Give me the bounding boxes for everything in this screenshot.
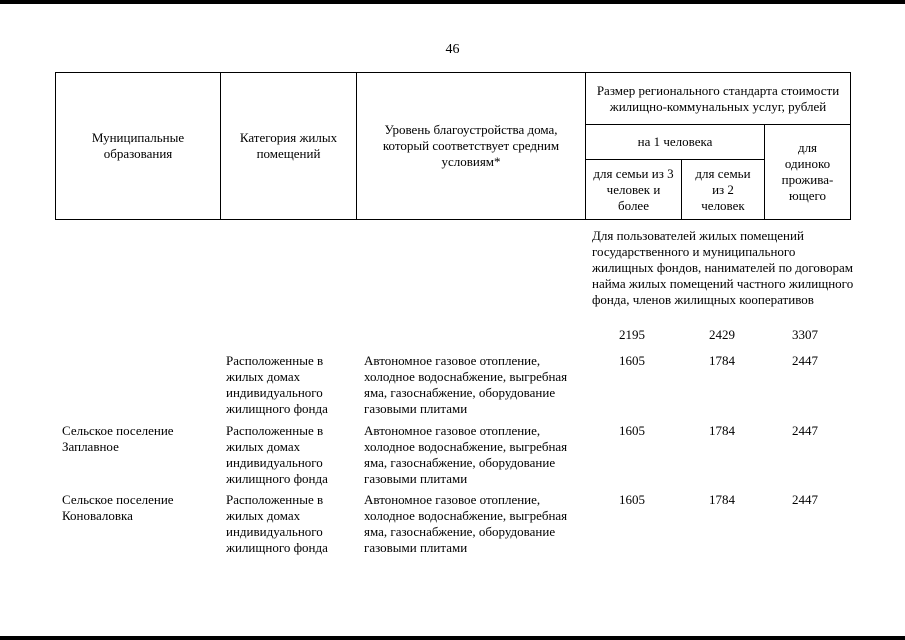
row-1-category: Расположенные в жилых домах индивидуального жилищного фонда	[226, 353, 328, 416]
row-2-municipality: Сельское поселение Заплавное	[62, 423, 174, 454]
row-2-family3: 1605	[619, 423, 645, 438]
row-3-family3: 1605	[619, 492, 645, 507]
header-municipality	[55, 72, 221, 220]
header-family2	[681, 159, 765, 220]
header-family3-label: для семьи из 3 человек и более	[593, 165, 674, 213]
header-standard	[585, 72, 851, 125]
header-category-label: Категория жилых помещений	[239, 130, 338, 161]
header-single	[764, 124, 851, 220]
header-family3	[585, 159, 682, 220]
header-level	[356, 72, 586, 220]
scan-top-border	[0, 0, 905, 4]
header-standard-label: Размер регионального стандарта стоимости жилищно-коммунальных услуг, рублей	[596, 82, 840, 114]
row-3-category: Расположенные в жилых домах индивидуального жилищного фонда	[226, 492, 328, 555]
header-level-label: Уровень благоустройства дома, который соответствует средним условиям*	[382, 122, 560, 169]
header-single-label: для одиноко прожива-ющего	[781, 140, 834, 203]
section-label: Для пользователей жилых помещений государственного и муниципального жилищных фондов, нанимателей по договорам найма жилых помещений частного жилищного фонда, членов жилищных кооперативов	[592, 228, 854, 307]
row-1-family3: 1605	[619, 353, 645, 368]
row-2-level: Автономное газовое отопление, холодное водоснабжение, выгребная яма, газоснабжение, оборудование газовыми плитами	[364, 423, 568, 486]
row-3-single: 2447	[792, 492, 818, 507]
section-value-single: 3307	[792, 327, 818, 342]
row-3-level: Автономное газовое отопление, холодное водоснабжение, выгребная яма, газоснабжение, оборудование газовыми плитами	[364, 492, 568, 555]
row-2-family2: 1784	[709, 423, 735, 438]
row-2-single: 2447	[792, 423, 818, 438]
header-municipality-label: Муниципальные образования	[91, 130, 185, 161]
header-family2-label: для семьи из 2 человек	[695, 165, 751, 213]
row-1-level: Автономное газовое отопление, холодное водоснабжение, выгребная яма, газоснабжение, оборудование газовыми плитами	[364, 353, 568, 416]
header-per-person	[585, 124, 765, 160]
row-1-family2: 1784	[709, 353, 735, 368]
row-3-municipality: Сельское поселение Коноваловка	[62, 492, 174, 523]
row-3-family2: 1784	[709, 492, 735, 507]
row-2-category: Расположенные в жилых домах индивидуального жилищного фонда	[226, 423, 328, 486]
scan-bottom-border	[0, 636, 905, 640]
header-per-person-label: на 1 человека	[637, 134, 713, 149]
row-1-single: 2447	[792, 353, 818, 368]
section-value-family2: 2429	[709, 327, 735, 342]
section-value-family3: 2195	[619, 327, 645, 342]
page-number: 46	[445, 42, 460, 57]
header-category	[220, 72, 357, 220]
